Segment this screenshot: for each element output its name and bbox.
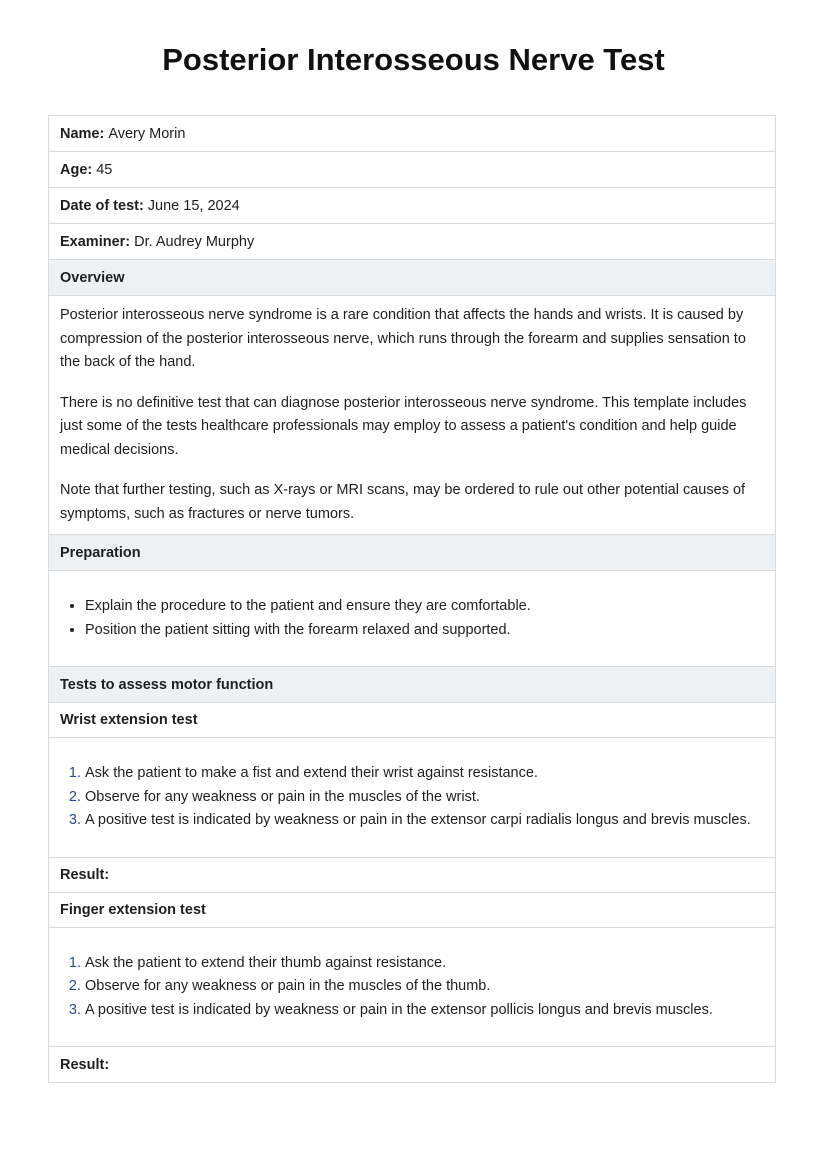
date-label: Date of test: — [60, 197, 144, 214]
examiner-label: Examiner: — [60, 233, 131, 250]
age-row — [49, 152, 775, 188]
overview-paragraph: There is no definitive test that can diagnose posterior interosseous nerve syndrome. This template includes just some of the tests healthcare professionals may employ to assess a patient's condition and help guide medical decisions. — [60, 394, 747, 458]
wrist-result-field[interactable]: Result: — [49, 858, 775, 893]
list-item: • Position the patient sitting with the forearm relaxed and supported. — [85, 619, 764, 643]
list-item: 3. A positive test is indicated by weakness or pain in the extensor carpi radialis longus and brevis muscles. — [85, 809, 764, 833]
date-value: June 15, 2024 — [147, 197, 240, 214]
list-item: 2. Observe for any weakness or pain in the muscles of the thumb. — [85, 975, 764, 999]
preparation-list — [60, 595, 764, 642]
finger-result-field[interactable]: Result: — [60, 1056, 110, 1073]
age-value: 45 — [96, 161, 113, 178]
motor-heading: Tests to assess motor function — [49, 667, 775, 703]
test-form — [48, 115, 776, 1083]
name-label: Name: — [60, 125, 105, 142]
overview-paragraph: Posterior interosseous nerve syndrome is a rare condition that affects the hands and wrists. It is caused by compression of the posterior interosseous nerve, which runs through the forearm and supplies sensation to the back of the hand. — [60, 307, 746, 370]
list-item: 1. Ask the patient to extend their thumb against resistance. — [85, 952, 764, 976]
finger-test-heading: Finger extension test — [49, 893, 775, 928]
overview-body — [49, 296, 775, 535]
name-row — [49, 116, 775, 152]
list-item: 3. A positive test is indicated by weakness or pain in the extensor pollicis longus and brevis muscles. — [85, 999, 764, 1023]
age-label: Age: — [60, 161, 93, 178]
list-item: 2. Observe for any weakness or pain in the muscles of the wrist. — [85, 786, 764, 810]
name-value: Avery Morin — [108, 125, 186, 142]
preparation-heading: Preparation — [49, 535, 775, 571]
overview-paragraph: Note that further testing, such as X-rays or MRI scans, may be ordered to rule out other potential causes of symptoms, such as fractures or nerve tumors. — [60, 482, 746, 522]
list-item: • Explain the procedure to the patient and ensure they are comfortable. — [85, 595, 764, 619]
page-title: Posterior Interosseous Nerve Test — [162, 42, 665, 77]
finger-test-body — [49, 928, 775, 1048]
wrist-test-body — [49, 738, 775, 858]
examiner-row — [49, 224, 775, 260]
finger-test-steps — [60, 952, 764, 1023]
overview-heading: Overview — [49, 260, 775, 296]
preparation-body — [49, 571, 775, 667]
wrist-test-heading: Wrist extension test — [49, 703, 775, 738]
examiner-value: Dr. Audrey Murphy — [134, 233, 255, 250]
date-row — [49, 188, 775, 224]
wrist-test-steps — [60, 762, 764, 833]
list-item: 1. Ask the patient to make a fist and extend their wrist against resistance. — [85, 762, 764, 786]
